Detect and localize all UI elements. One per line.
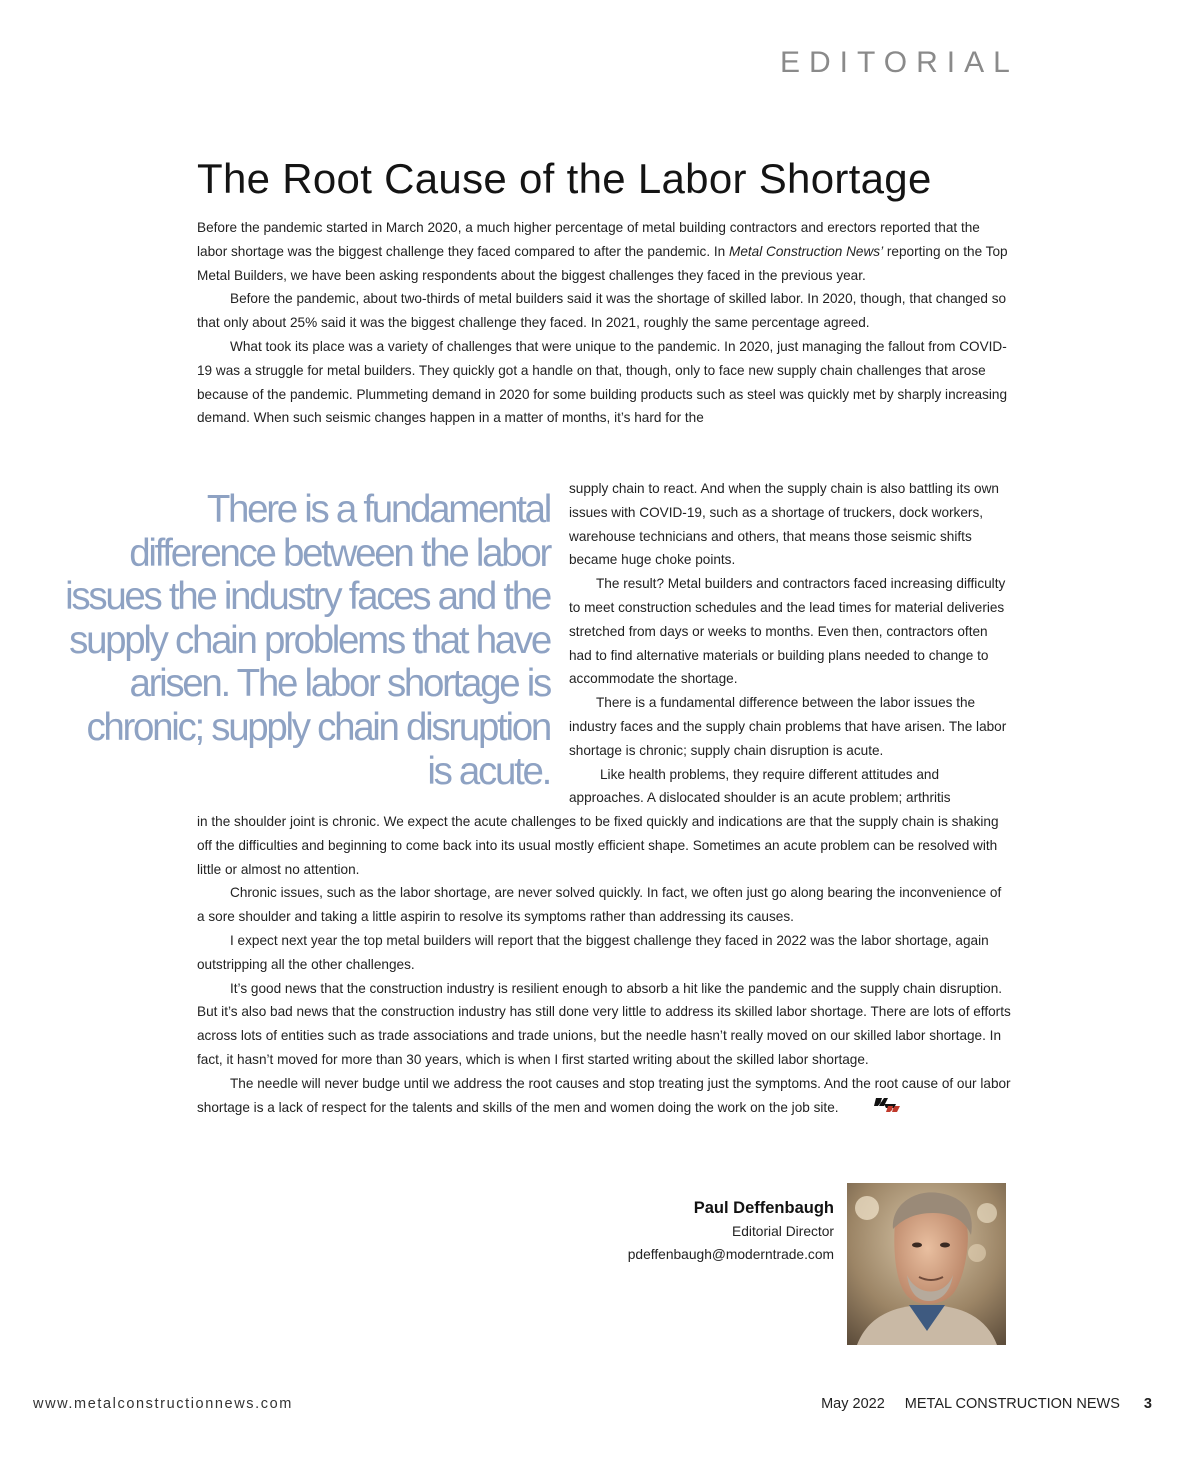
article-paragraph: I expect next year the top metal builders will report that the biggest challenge they faced in 2022 was the labor shortage, again outstripping all the other challenges. [197,932,989,972]
article-paragraph: The needle will never budge until we address the root causes and stop treating just the symptoms. And the root cause of our labor shortage is a lack of respect for the talents and skills of the men and women doing the work on the job site. [197,1072,1012,1120]
article-body-middle [569,477,1012,810]
article-paragraph: Chronic issues, such as the labor shortage, are never solved quickly. In fact, we often just go along bearing the inconvenience of a sore shoulder and taking a little aspirin to resolve its symptoms rather than addressing its causes. [197,885,1002,925]
article-title: The Root Cause of the Labor Shortage [197,155,932,202]
author-name: Paul Deffenbaugh [693,1199,834,1217]
article-paragraph: Before the pandemic started in March 2020, a much higher percentage of metal building contractors and erectors reported that the labor shortage was the biggest challenge they faced compared to after the pandemic. In Metal Construction News’ reporting on the Top Metal Builders, we have been asking respondents about the biggest challenges they faced in the previous year. [197,220,1008,283]
author-email[interactable]: pdeffenbaugh@moderntrade.com [627,1247,834,1262]
footer-publication-name: METAL CONSTRUCTION NEWS [904,1396,1120,1412]
article-paragraph: Before the pandemic, about two-thirds of metal builders said it was the shortage of skilled labor. In 2020, though, that changed so that only about 25% said it was the biggest challenge they faced. In 2021, roughly the same percentage agreed. [197,291,1007,331]
author-signature [560,1196,834,1266]
article-paragraph: What took its place was a variety of challenges that were unique to the pandemic. In 2020, just managing the fallout from COVID-19 was a struggle for metal builders. They quickly got a handle on that, though, only to face new supply chain challenges that arose because of the pandemic. Plummeting demand in 2020 for some building products such as steel was quickly met by sharply increasing demand. When such seismic changes happen in a matter of months, it’s hard for the [197,338,1008,426]
section-label: EDITORIAL [780,46,1019,79]
author-role: Editorial Director [732,1224,834,1239]
article-paragraph-continued: in the shoulder joint is chronic. We expect the acute challenges to be fixed quickly and indications are that the supply chain is shaking off the difficulties and beginning to come back into its usual mostly efficient shape. Sometimes an acute problem can be resolved with little or almost no attention. [197,814,999,877]
publication-name-italic: Metal Construction News’ [729,243,884,259]
article-paragraph: There is a fundamental difference between the labor issues the industry faces and the supply chain problems that have arisen. The labor shortage is chronic; supply chain disruption is acute. [569,695,1007,758]
footer-website-url[interactable]: www.metalconstructionnews.com [33,1396,293,1412]
article-body-bottom [197,810,1012,1119]
article-body-top [197,216,1012,430]
page-number: 3 [1143,1396,1152,1412]
article-paragraph: The result? Metal builders and contractors faced increasing difficulty to meet construction schedules and the lead times for material deliveries stretched from days or weeks to months. Even then, contractors often had to find alternative materials or building plans needed to change to accommodate the shortage. [569,576,1006,687]
mcn-logo-icon [874,1096,900,1112]
footer-issue-date: May 2022 [821,1396,885,1412]
author-portrait-image [847,1183,1006,1345]
mcn-end-mark-logo [841,1096,900,1120]
footer-issue-info [805,1396,1152,1412]
author-photo [847,1183,1006,1345]
article-paragraph: Like health problems, they require different attitudes and approaches. A dislocated shoulder is an acute problem; arthritis [569,766,951,806]
pull-quote: There is a fundamental difference between the labor issues the industry faces and the supply chain problems that have arisen. The labor shortage is chronic; supply chain disruption is acute. [65,488,550,793]
article-paragraph-continued: supply chain to react. And when the supply chain is also battling its own issues with COVID-19, such as a shortage of truckers, dock workers, warehouse technicians and others, that means those seismic shifts became huge choke points. [569,481,999,568]
article-paragraph: It’s good news that the construction industry is resilient enough to absorb a hit like the pandemic and the supply chain disruption. But it’s also bad news that the construction industry has still done very little to address its skilled labor shortage. There are lots of efforts across lots of entities such as trade associations and trade unions, but the needle hasn’t really moved on our skilled labor shortage. In fact, it hasn’t moved for more than 30 years, which is when I first started writing about the skilled labor shortage. [197,980,1011,1067]
